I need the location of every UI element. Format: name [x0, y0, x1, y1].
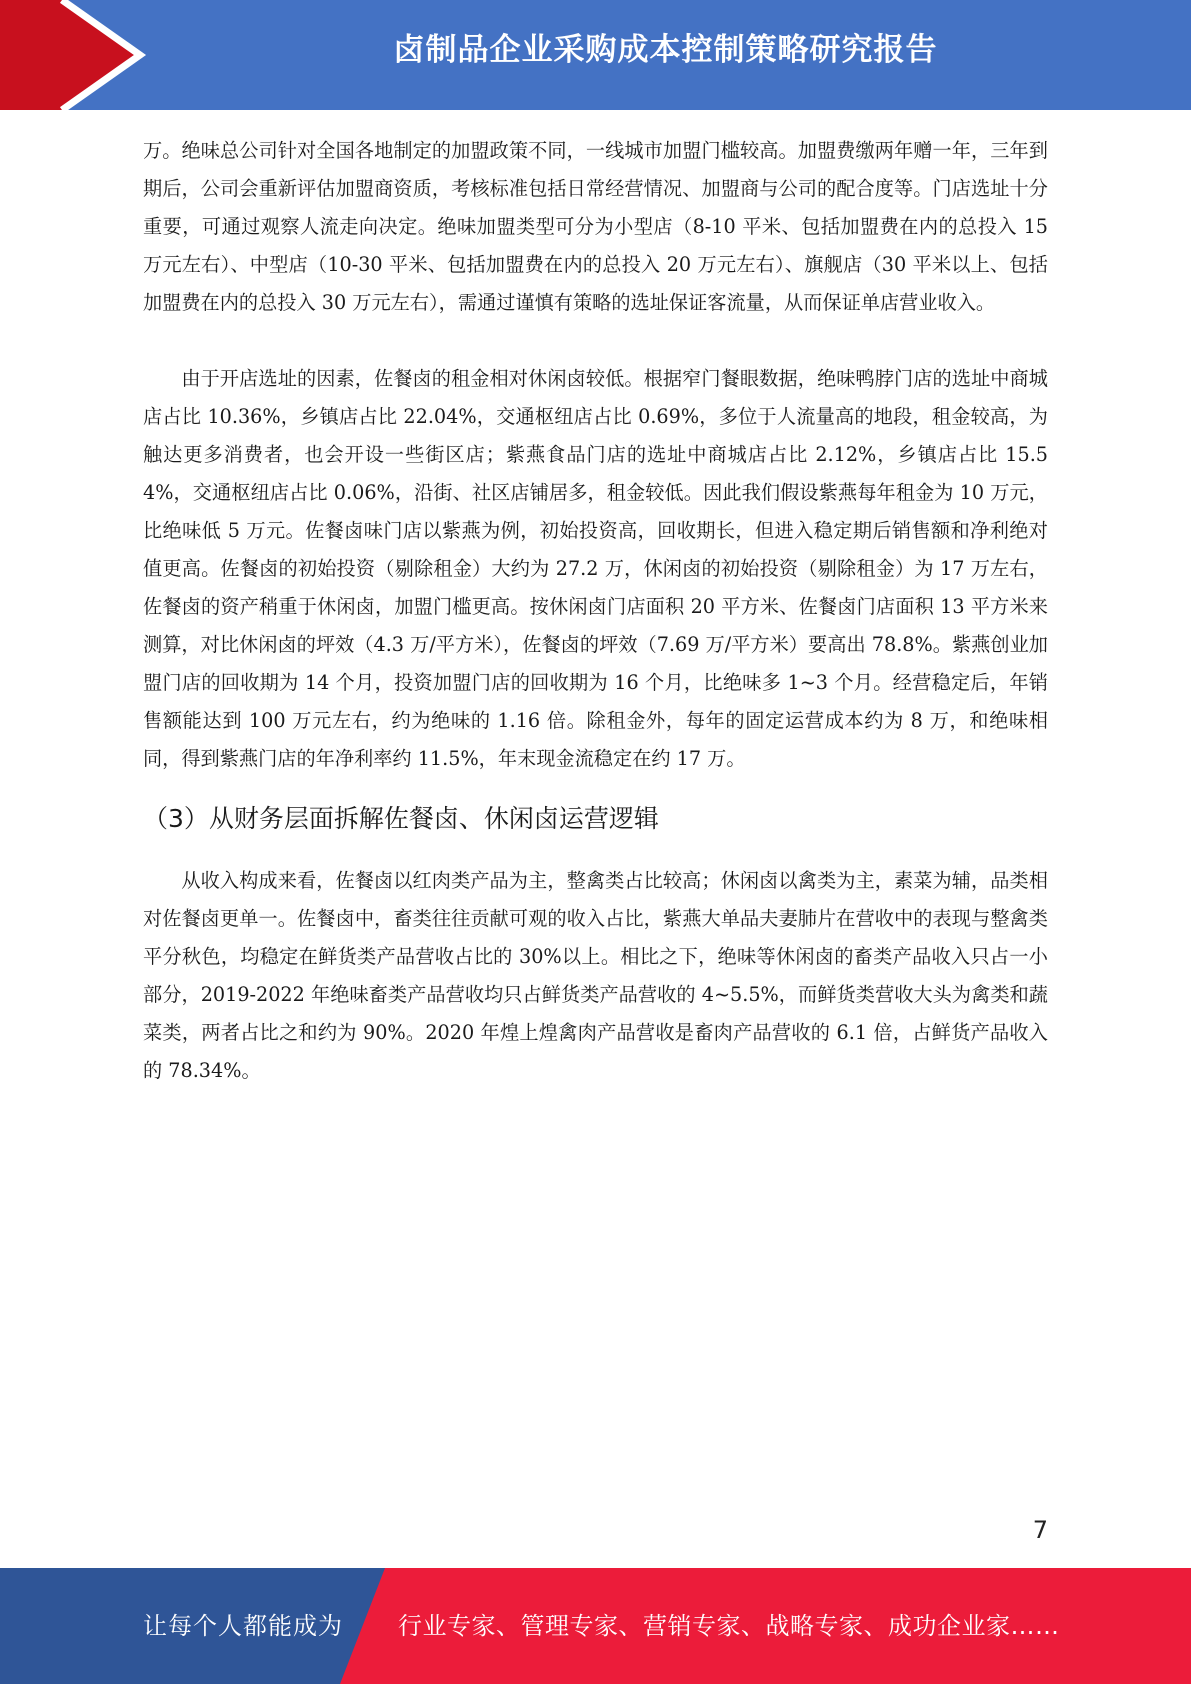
page-footer	[0, 1568, 1191, 1684]
paragraph-store-location: 由于开店选址的因素，佐餐卤的租金相对休闲卤较低。根据窄门餐眼数据，绝味鸭脖门店的选址中商城店占比 10.36%，乡镇店占比 22.04%，交通枢纽店占比 0.69%，多位于人流量高的地段，租金较高，为触达更多消费者，也会开设一些街区店；紫燕食品门店的选址中商城店占比 2.12%，乡镇店占比 15.54%，交通枢纽店占比 0.06%，沿街、社区店铺居多，租金较低。因此我们假设紫燕每年租金为 10 万元，比绝味低 5 万元。佐餐卤味门店以紫燕为例，初始投资高，回收期长，但进入稳定期后销售额和净利绝对值更高。佐餐卤的初始投资（剔除租金）大约为 27.2 万，休闲卤的初始投资（剔除租金）为 17 万左右，佐餐卤的资产稍重于休闲卤，加盟门槛更高。按休闲卤门店面积 20 平方米、佐餐卤门店面积 13 平方米来测算，对比休闲卤的坪效（4.3 万/平方米），佐餐卤的坪效（7.69 万/平方米）要高出 78.8%。紫燕创业加盟门店的回收期为 14 个月，投资加盟门店的回收期为 16 个月，比绝味多 1~3 个月。经营稳定后，年销售额能达到 100 万元左右，约为绝味的 1.16 倍。除租金外，每年的固定运营成本约为 8 万，和绝味相同，得到紫燕门店的年净利率约 11.5%，年末现金流稳定在约 17 万。	[143, 367, 1048, 770]
paragraph-revenue-structure: 从收入构成来看，佐餐卤以红肉类产品为主，整禽类占比较高；休闲卤以禽类为主，素菜为辅，品类相对佐餐卤更单一。佐餐卤中，畜类往往贡献可观的收入占比，紫燕大单品夫妻肺片在营收中的表现与整禽类平分秋色，均稳定在鲜货类产品营收占比的 30%以上。相比之下，绝味等休闲卤的畜类产品收入只占一小部分，2019-2022 年绝味畜类产品营收均只占鲜货类产品营收的 4~5.5%，而鲜货类营收大头为禽类和蔬菜类，两者占比之和约为 90%。2020 年煌上煌禽肉产品营收是畜肉产品营收的 6.1 倍，占鲜货产品收入的 78.34%。	[143, 869, 1048, 1082]
page-number: 7	[1032, 1516, 1048, 1544]
paragraph-franchise-policy: 万。绝味总公司针对全国各地制定的加盟政策不同，一线城市加盟门槛较高。加盟费缴两年赠一年，三年到期后，公司会重新评估加盟商资质，考核标准包括日常经营情况、加盟商与公司的配合度等。门店选址十分重要，可通过观察人流走向决定。绝味加盟类型可分为小型店（8-10 平米、包括加盟费在内的总投入 15 万元左右）、中型店（10-30 平米、包括加盟费在内的总投入 20 万元左右）、旗舰店（30 平米以上、包括加盟费在内的总投入 30 万元左右），需通过谨慎有策略的选址保证客流量，从而保证单店营业收入。	[143, 139, 1048, 314]
report-title: 卤制品企业采购成本控制策略研究报告	[393, 32, 938, 68]
header-chevron-decoration	[0, 0, 160, 110]
footer-slogan-right: 行业专家、管理专家、营销专家、战略专家、成功企业家……	[398, 1612, 1060, 1640]
page-header	[0, 0, 1191, 110]
section-heading: （3）从财务层面拆解佐餐卤、休闲卤运营逻辑	[143, 804, 659, 833]
footer-slogan-left: 让每个人都能成为	[143, 1612, 343, 1640]
page-content	[143, 132, 1048, 1090]
